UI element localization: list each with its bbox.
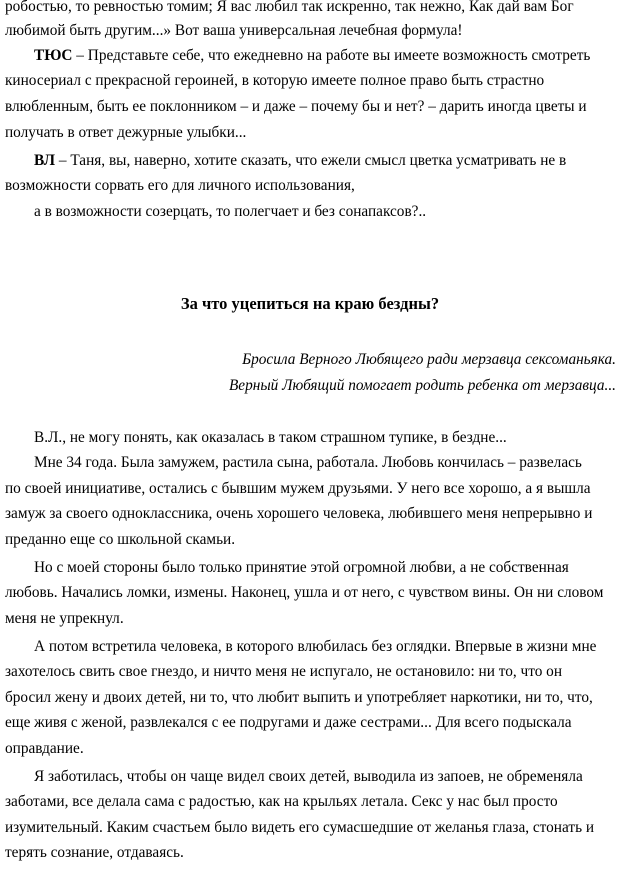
speaker-label: ВЛ <box>34 152 56 169</box>
text-line: Я заботилась, чтобы он чаще видел своих детей, выводила из запоев, не обременяла <box>34 768 583 785</box>
vl-paragraph-first-line <box>34 152 566 170</box>
section-title: За что уцепиться на краю бездны? <box>180 294 440 313</box>
text-line: А потом встретила человека, в которого влюбилась без оглядки. Впервые в жизни мне <box>34 638 597 655</box>
tus-paragraph-first-line <box>34 47 590 65</box>
text-line: любимой быть другим...» Вот ваша универсальная лечебная формула! <box>5 22 463 39</box>
text-line: меня не упрекнул. <box>5 610 124 627</box>
speaker-text: – Представьте себе, что ежедневно на работе вы имеете возможность смотреть <box>72 47 591 64</box>
text-line: влюбленным, быть ее поклонником – и даже – почему бы и нет? – дарить иногда цветы и <box>5 98 587 115</box>
text-line: бросил жену и двоих детей, ни то, что любит выпить и употребляет наркотики, ни то, что, <box>5 689 593 706</box>
epigraph-line: Верный Любящий помогает родить ребенка от мерзавца... <box>228 377 616 394</box>
text-line: по своей инициативе, остались с бывшим мужем друзьями. У него все хорошо, а я вышла <box>5 480 591 497</box>
text-line: робостью, то ревностью томим; Я вас любил так искренно, так нежно, Как дай вам Бог <box>5 0 574 15</box>
epigraph-line: Бросила Верного Любящего ради мерзавца сексоманьяка. <box>242 351 616 368</box>
text-line: получать в ответ дежурные улыбки... <box>5 124 247 141</box>
text-line: В.Л., не могу понять, как оказалась в таком страшном тупике, в бездне... <box>34 429 507 446</box>
text-line: заботами, все делала сама с радостью, как на крыльях летала. Секс у нас был просто <box>5 793 558 810</box>
text-line: оправдание. <box>5 740 84 757</box>
text-line: преданно еще со школьной скамьи. <box>5 531 236 548</box>
text-line: еще живя с женой, развлекался с ее подругами и даже сестрами... Для всего подыскала <box>5 714 572 731</box>
text-line: замуж за своего одноклассника, очень хорошего человека, любившего меня непрерывно и <box>5 505 593 522</box>
text-line: терять сознание, отдаваясь. <box>5 844 184 861</box>
text-line: изумительный. Каким счастьем было видеть его сумасшедшие от желанья глаза, стонать и <box>5 819 595 836</box>
text-line: киносериал с прекрасной героиней, в которую имеете полное право быть страстно <box>5 72 545 89</box>
speaker-text: – Таня, вы, наверно, хотите сказать, что ежели смысл цветка усматривать не в <box>55 152 567 169</box>
speaker-label: ТЮС <box>34 47 73 64</box>
text-line: Мне 34 года. Была замужем, растила сына, работала. Любовь кончилась – развелась <box>34 454 582 471</box>
text-line: а в возможности созерцать, то полегчает и без сонапаксов?.. <box>34 203 427 220</box>
text-line: Но с моей стороны было только принятие этой огромной любви, а не собственная <box>34 559 569 576</box>
text-line: любовь. Начались ломки, измены. Наконец, ушла и от него, с чувством вины. Он ни словом <box>5 584 604 601</box>
text-line: возможности сорвать его для личного использования, <box>5 177 355 194</box>
text-line: захотелось свить свое гнездо, и ничто меня не испугало, не остановило: ни то, что он <box>5 663 563 680</box>
